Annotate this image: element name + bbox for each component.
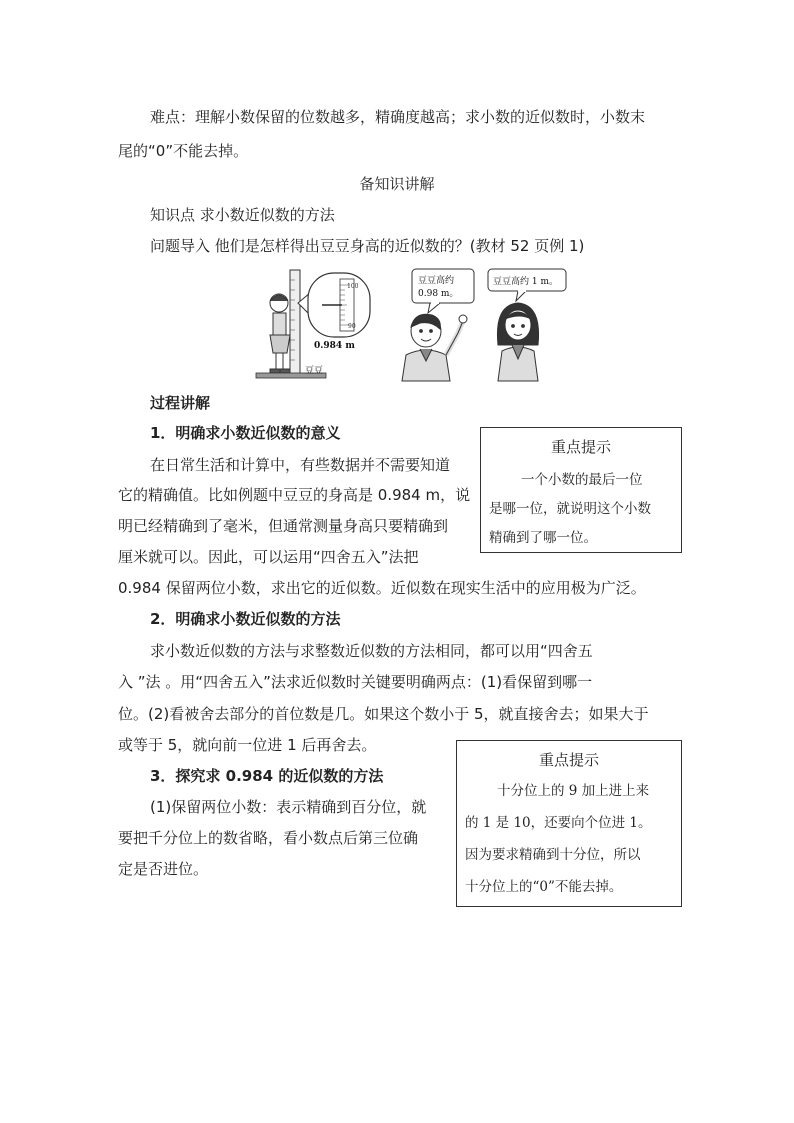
boy-speech-line-2: 0.98 m。: [418, 289, 459, 299]
difficulty-line-2: 尾的“0”不能去掉。: [118, 142, 249, 160]
doudou-label: 豆豆: [305, 366, 324, 376]
section-1-line-4: 厘米就可以。因此，可以运用“四舍五入”法把: [118, 548, 419, 566]
section-3-line-3: 定是否进位。: [118, 860, 209, 878]
section-title: 备知识讲解: [359, 175, 435, 193]
key-tip-2-line-2: 的 1 是 10，还要向个位进 1。: [465, 815, 652, 831]
section-1-line-5: 0.984 保留两位小数，求出它的近似数。近似数在现实生活中的应用极为广泛。: [118, 579, 646, 597]
key-tip-2-line-4: 十分位上的“0”不能去掉。: [465, 879, 623, 895]
key-tip-box-1: [480, 427, 682, 553]
section-2-line-2: 入 ”法 。用“四舍五入”法求近似数时关键要明确两点：(1)看保留到哪一: [118, 673, 593, 691]
key-tip-title-2: 重点提示: [538, 751, 599, 769]
section-3-line-1: (1)保留两位小数：表示精确到百分位，就: [150, 798, 427, 816]
section-1-heading: 1．明确求小数近似数的意义: [150, 424, 341, 442]
key-tip-box-2: [456, 740, 682, 907]
section-2-line-1: 求小数近似数的方法与求整数近似数的方法相同，都可以用“四舍五: [150, 642, 593, 660]
girl-figure: [497, 303, 538, 381]
girl-speech-text: 豆豆高约 1 m。: [493, 277, 558, 287]
measurement-label: 0.984 m: [314, 341, 355, 351]
section-3-line-2: 要把千分位上的数省略，看小数点后第三位确: [118, 829, 419, 847]
question-intro: 问题导入 他们是怎样得出豆豆身高的近似数的？(教材 52 页例 1): [150, 237, 585, 255]
boy-figure: [402, 314, 467, 381]
section-2-line-4: 或等于 5，就向前一位进 1 后再舍去。: [118, 736, 377, 754]
section-3-heading: 3．探究求 0.984 的近似数的方法: [150, 767, 384, 785]
ruler-mark-90: 90: [348, 323, 356, 330]
doudou-figure: [270, 294, 290, 373]
section-1-line-1: 在日常生活和计算中，有些数据并不需要知道: [150, 456, 451, 474]
section-2-line-3: 位。(2)看被舍去部分的首位数是几。如果这个数小于 5，就直接舍去；如果大于: [118, 705, 649, 723]
process-heading: 过程讲解: [150, 394, 211, 412]
example-illustration: [250, 265, 570, 383]
boy-speech-line-1: 豆豆高约: [418, 276, 455, 286]
key-tip-2-line-1: 十分位上的 9 加上进上来: [497, 783, 650, 799]
section-1-line-2: 它的精确值。比如例题中豆豆的身高是 0.984 m，说: [118, 486, 471, 504]
knowledge-point: 知识点 求小数近似数的方法: [150, 206, 335, 224]
key-tip-1-line-1: 一个小数的最后一位: [521, 472, 643, 488]
section-1-line-3: 明已经精确到了毫米，但通常测量身高只要精确到: [118, 517, 449, 535]
height-ruler: [290, 270, 300, 375]
key-tip-2-line-3: 因为要求精确到十分位，所以: [465, 847, 641, 863]
difficulty-line-1: 难点：理解小数保留的位数越多，精确度越高；求小数的近似数时，小数末: [150, 108, 646, 126]
key-tip-title-1: 重点提示: [550, 438, 611, 456]
section-2-heading: 2．明确求小数近似数的方法: [150, 610, 341, 628]
key-tip-1-line-2: 是哪一位，就说明这个小数: [489, 501, 651, 517]
key-tip-1-line-3: 精确到了哪一位。: [489, 530, 597, 546]
ruler-mark-100: 100: [347, 283, 359, 290]
